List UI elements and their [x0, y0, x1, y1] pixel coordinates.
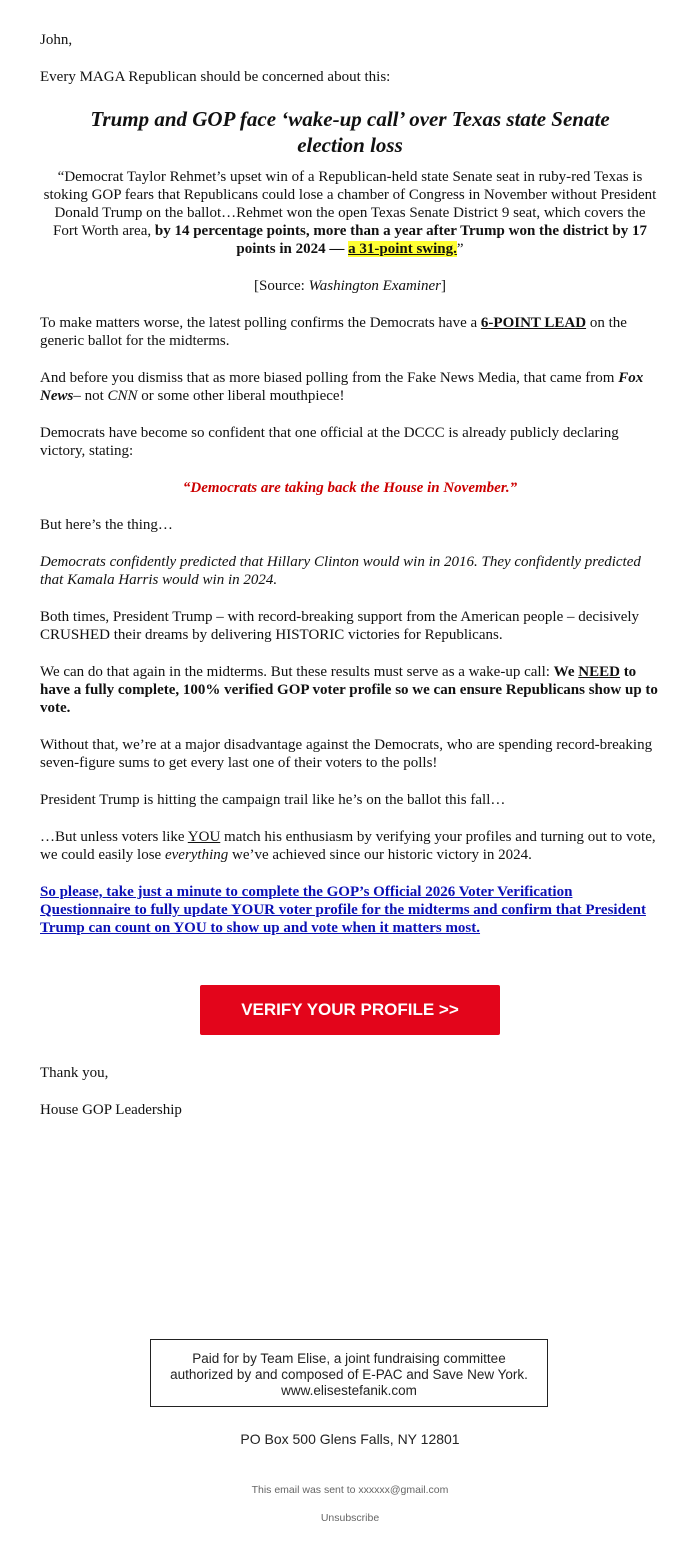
polling-end: on the generic ballot for the midterms. [40, 315, 627, 349]
unless-everything: everything [164, 847, 229, 863]
email-body [40, 31, 660, 1119]
mailing-address: PO Box 500 Glens Falls, NY 12801 [240, 1431, 460, 1447]
source-suffix: ] [440, 278, 446, 294]
unless-paragraph [40, 828, 660, 864]
article-quote [40, 168, 660, 258]
unsubscribe-link[interactable]: Unsubscribe [320, 1512, 380, 1524]
trail-paragraph: President Trump is hitting the campaign trail like he’s on the ballot this fall… [40, 792, 506, 808]
article-headline: Trump and GOP face ‘wake-up call’ over Texas state Senate election loss [90, 107, 610, 157]
polling-lead: 6-POINT LEAD [480, 315, 587, 331]
source-name: Washington Examiner [308, 278, 441, 294]
quote-highlight: a 31-point swing. [348, 241, 457, 257]
again-need: NEED [578, 664, 620, 680]
questionnaire-link[interactable]: So please, take just a minute to complete the GOP’s Official 2026 Voter Verification Questionnaire to fully update YOUR voter profile for the midterms and confirm that President Trump can count on YOU to show up and vote when it matters most. [40, 884, 646, 936]
quote-text: “Democrat Taylor Rehmet’s upset win of a Republican-held state Senate seat in ruby-red Texas is stoking GOP fears that Republicans could lose a chamber of Congress in November without President Donald Trump on the ballot…Rehmet won the open Texas Senate District 9 seat, which covers the Fort Worth area, [43, 169, 657, 239]
unsubscribe-row [0, 1509, 700, 1527]
polling-text: To make matters worse, the latest polling confirms the Democrats have a [40, 315, 481, 331]
fox-end: or some other liberal mouthpiece! [137, 388, 345, 404]
unless-text-1: …But unless voters like [40, 829, 188, 845]
again-bold-we: We [553, 664, 579, 680]
verify-profile-button[interactable]: VERIFY YOUR PROFILE >> [200, 985, 500, 1035]
without-paragraph: Without that, we’re at a major disadvantage against the Democrats, who are spending record-breaking seven-figure sums to get every last one of their voters to the polls! [40, 737, 653, 771]
sent-to-line [0, 1481, 700, 1499]
unless-text-2: match his enthusiasm by verifying your profiles and turning out to vote, we could easily lose [40, 829, 656, 863]
quote-close: ” [456, 241, 464, 257]
disclaimer-line-2: authorized by and composed of E-PAC and Save New York. [170, 1367, 528, 1382]
recipient-email: xxxxxx@gmail.com [358, 1484, 449, 1496]
greeting: John, [40, 32, 73, 48]
disclaimer-website: www.elisestefanik.com [281, 1383, 417, 1398]
again-paragraph [40, 663, 660, 717]
dccc-quote: “Democrats are taking back the House in November.” [182, 480, 518, 496]
polling-paragraph [40, 314, 660, 350]
quote-bold: by 14 percentage points, more than a year after Trump won the district by 17 points in 2024 — [154, 223, 647, 257]
both-times-paragraph: Both times, President Trump – with record-breaking support from the American people – decisively CRUSHED their dreams by delivering HISTORIC victories for Republicans. [40, 609, 640, 643]
fox-mid: – not [73, 388, 108, 404]
fox-news: Fox News [40, 370, 644, 404]
again-text: We can do that again in the midterms. But these results must serve as a wake-up call: [40, 664, 554, 680]
sent-prefix: This email was sent to [251, 1484, 359, 1496]
predicted-paragraph: Democrats confidently predicted that Hillary Clinton would win in 2016. They confidently predicted that Kamala Harris would win in 2024. [40, 554, 641, 588]
paid-for-disclaimer [150, 1339, 548, 1407]
cnn-text: CNN [107, 388, 138, 404]
source-citation [40, 277, 660, 295]
source-prefix: [Source: [254, 278, 309, 294]
fox-paragraph [40, 369, 660, 405]
again-bold-rest: to have a fully complete, 100% verified GOP voter profile so we can ensure Republicans show up to vote. [40, 664, 658, 716]
cta-row [40, 985, 660, 1035]
unless-text-3: we’ve achieved since our historic victory in 2024. [228, 847, 532, 863]
dccc-paragraph: Democrats have become so confident that one official at the DCCC is already publicly declaring victory, stating: [40, 425, 619, 459]
fox-text: And before you dismiss that as more biased polling from the Fake News Media, that came from [40, 370, 619, 386]
signature: House GOP Leadership [40, 1102, 182, 1118]
intro-text: Every MAGA Republican should be concerned about this: [40, 69, 391, 85]
signoff: Thank you, [40, 1065, 109, 1081]
disclaimer-line-1: Paid for by Team Elise, a joint fundraising committee [192, 1351, 506, 1366]
unless-you: YOU [187, 829, 221, 845]
thing-paragraph: But here’s the thing… [40, 517, 173, 533]
